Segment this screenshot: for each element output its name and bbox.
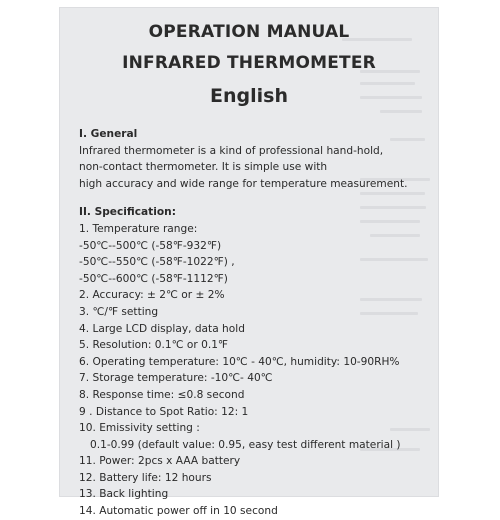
spec-line: 6. Operating temperature: 10℃ - 40℃, humidity: 10-90RH%: [79, 355, 400, 368]
product-title: INFRARED THERMOMETER: [122, 53, 376, 73]
spec-line: 13. Back lighting: [79, 488, 169, 501]
specification-heading: II. Specification:: [79, 206, 176, 219]
language-label: English: [210, 85, 288, 107]
spec-line: 14. Automatic power off in 10 second: [79, 505, 278, 518]
general-text-line: non-contact thermometer. It is simple use with: [79, 161, 328, 174]
spec-line: 4. Large LCD display, data hold: [79, 322, 245, 335]
spec-line: 12. Battery life: 12 hours: [79, 471, 212, 484]
spec-line: -50℃--600℃ (-58℉-1112℉): [79, 272, 228, 285]
spec-line: 8. Response time: ≤0.8 second: [79, 388, 245, 401]
general-text-line: Infrared thermometer is a kind of professional hand-hold,: [79, 144, 384, 157]
spec-line: 0.1-0.99 (default value: 0.95, easy test different material ): [90, 438, 401, 451]
spec-line: 7. Storage temperature: -10℃- 40℃: [79, 372, 273, 385]
manual-title: OPERATION MANUAL: [148, 22, 350, 42]
manual-page: [60, 8, 438, 518]
spec-line: 1. Temperature range:: [79, 222, 198, 235]
general-heading: I. General: [79, 128, 138, 140]
spec-line: -50℃--550℃ (-58℉-1022℉) ,: [79, 256, 235, 269]
spec-line: 10. Emissivity setting :: [79, 422, 200, 435]
manual-body: [79, 126, 439, 520]
spec-line: 11. Power: 2pcs x AAA battery: [79, 455, 241, 468]
spec-line: -50℃--500℃ (-58℉-932℉): [79, 239, 222, 252]
general-text-line: high accuracy and wide range for temperature measurement.: [79, 177, 408, 190]
spec-line: 9 . Distance to Spot Ratio: 12: 1: [79, 405, 249, 418]
spec-line: 3. ℃/℉ setting: [79, 305, 159, 318]
spec-line: 5. Resolution: 0.1℃ or 0.1℉: [79, 339, 229, 352]
spec-line: 2. Accuracy: ± 2℃ or ± 2%: [79, 289, 225, 302]
